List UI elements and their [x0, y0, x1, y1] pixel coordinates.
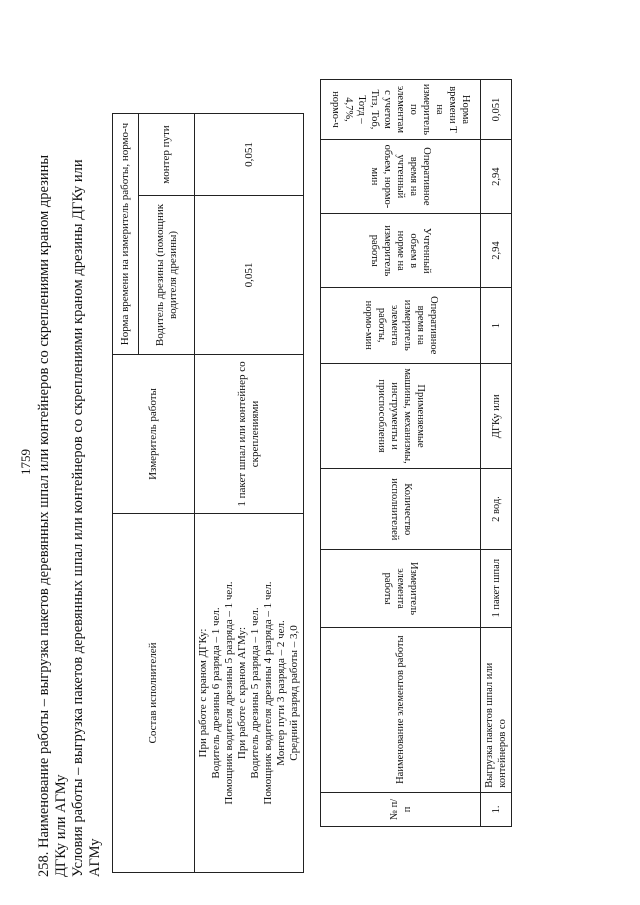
heading-line-3: Условия работы – выгрузка пакетов деревянных шпал или контейнеров со скреплениями краном дрезины ДГКу или — [70, 159, 86, 877]
row-unit: 1 пакет шпал — [481, 549, 512, 627]
num-header — [321, 792, 481, 826]
op-volume-header-text: Оперативное время на учтенный объем, нормо-мин — [369, 144, 432, 209]
staff-line: Водитель дрезины 5 разряда – 1 чел. — [249, 607, 261, 779]
sub-driver-header: Водитель дрезины (помощник водителя дрезины) — [139, 196, 195, 355]
unit-header — [321, 549, 481, 627]
composition-table — [112, 113, 304, 873]
row-op-volume: 2,94 — [481, 140, 512, 214]
volume-header-text: Учтенный объем в норме на измеритель работы — [369, 225, 432, 277]
count-header-text: Количество исполнителей — [388, 477, 413, 541]
unit-header-text: Измеритель элемента работы — [382, 561, 419, 615]
table-row — [481, 80, 512, 827]
row-op-time: 1 — [481, 287, 512, 364]
norm-header-text: Норма времени Т на измеритель по элементам с учетом Тпз, Тоб, Тотд – 4,7%, нормо-ч — [330, 84, 471, 136]
op-time-header-text: Оперативное время на измеритель элемента работы, нормо-мин — [362, 296, 439, 355]
page-number: 1759 — [18, 449, 33, 475]
staff-line: При работе с краном ДГКу: — [197, 628, 209, 758]
row-norm: 0,051 — [481, 80, 512, 140]
staff-cell — [195, 514, 304, 873]
staff-line: Монтер пути 3 разряда – 2 чел. — [275, 620, 287, 766]
sub-monter-header: монтер пути — [139, 114, 195, 196]
col-unit-header: Измеритель работы — [113, 355, 195, 514]
row-count: 2 вод. — [481, 469, 512, 549]
row-name: Выгрузка пакетов шпал или контейнеров со — [481, 627, 512, 792]
heading-line-2: ДГКу или АГМу — [53, 774, 69, 877]
staff-line: Водитель дрезины 6 разряда – 1 чел. — [210, 607, 222, 779]
op-time-header — [321, 287, 481, 364]
unit-value: 1 пакет шпал или контейнер со скреплениями — [195, 355, 304, 514]
row-num: 1. — [481, 792, 512, 826]
monter-value: 0,051 — [195, 114, 304, 196]
row-volume: 2,94 — [481, 214, 512, 288]
elements-table — [320, 79, 512, 827]
row-machines: ДГКу или — [481, 364, 512, 469]
name-header-text: Наименование элементов работы — [395, 635, 406, 784]
staff-line: При работе с краном АГМу: — [236, 626, 248, 760]
heading-line-1: 258. Наименование работы – выгрузка пакетов деревянных шпал или контейнеров со скреплениями краном дрезины — [36, 154, 52, 877]
staff-line: Помощник водителя дрезины 5 разряда – 1 чел. — [223, 581, 235, 805]
op-volume-header — [321, 140, 481, 214]
machines-header — [321, 364, 481, 469]
driver-value: 0,051 — [195, 196, 304, 355]
col-staff-header: Состав исполнителей — [113, 514, 195, 873]
heading — [36, 7, 104, 877]
count-header — [321, 469, 481, 549]
staff-line: Помощник водителя дрезины 4 разряда – 1 чел. — [262, 581, 274, 805]
volume-header — [321, 214, 481, 288]
machines-header-text: Применяемые машины, механизмы, инструменты и приспособления — [375, 368, 426, 464]
col-norm-header: Норма времени на измеритель работы, нормо-ч — [113, 114, 139, 355]
name-header — [321, 627, 481, 792]
norm-header — [321, 80, 481, 140]
num-header-text: № п/п — [388, 798, 413, 820]
heading-line-4: АГМу — [87, 838, 103, 877]
staff-line: Средний разряд работы – 3,0 — [288, 625, 300, 761]
